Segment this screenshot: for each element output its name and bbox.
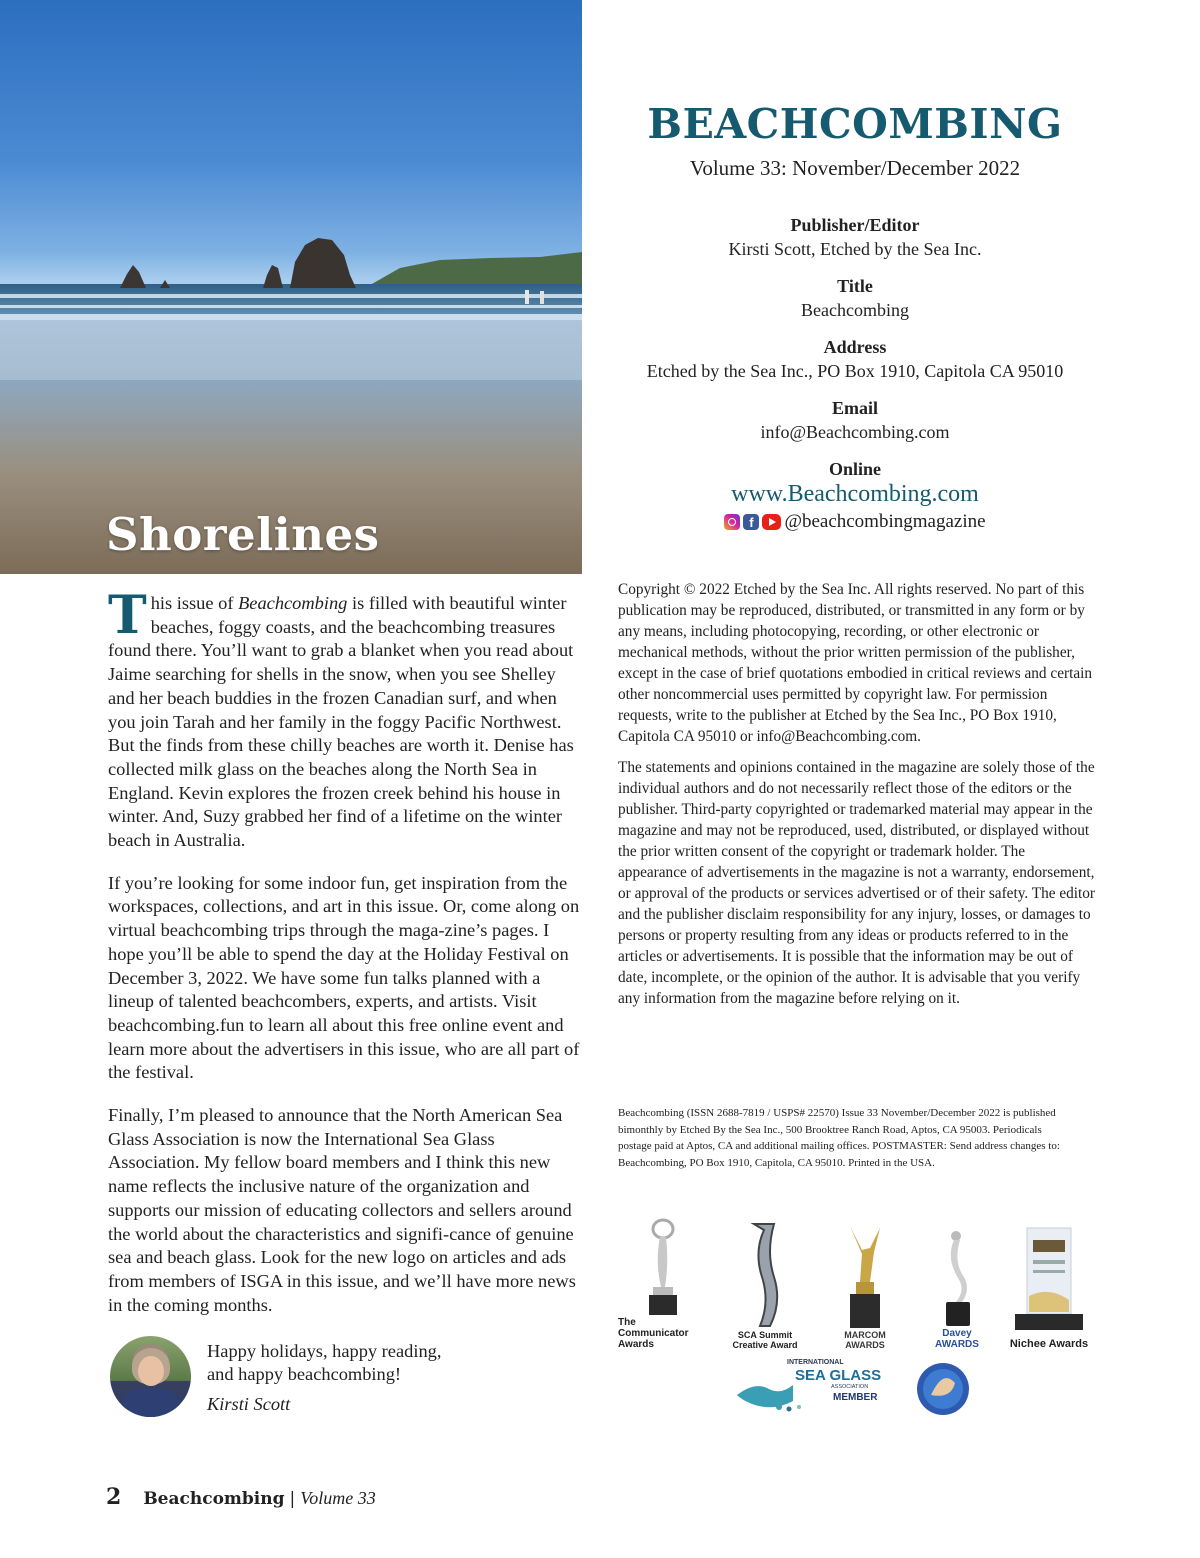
isga-main-text: SEA GLASS [795,1367,882,1384]
page-footer [106,1484,376,1510]
legal-notice [618,579,1096,1009]
facebook-icon[interactable]: f [743,514,759,530]
davey-award-trophy-icon [932,1228,982,1328]
masthead-online [610,459,1100,533]
isga-sub-text: ASSOCIATION [831,1384,869,1390]
membership-badges [735,1355,975,1420]
page-number: 2 [106,1484,122,1510]
haystack-rock [290,238,356,288]
email-link[interactable]: info@Beachcombing.com [760,422,950,442]
signoff-line: and happy beachcombing! [207,1364,402,1384]
section-title: Shorelines [106,508,380,561]
communicator-award-trophy-icon [633,1217,693,1317]
disclaimer-text: The statements and opinions contained in the magazine are solely those of the individual authors and do not necessarily reflect those of the editors or the publisher. Third-party copyrighted or trademarked material may appear in the magazine and may not be reproduced, used, distributed, or displayed without the prior written consent of the copyright or trademark holder. The appearance of advertisements in the magazine is not a warranty, endorsement, or approval of the products or services advertised or of their safety. The editor and the publisher disclaim responsibility for any injury, losses, or damages to persons or property resulting from any ideas or products referred to in the articles or advertisements. It is possible that the information may be out of date, incomplete, or the opinion of the author. It is advisable that you verify any information from the magazine before relying on it. [618,759,1096,1007]
summit-award [720,1222,810,1350]
letter-paragraph: If you’re looking for some indoor fun, get inspiration from the workspaces, collections, and art in this issue. Or, come along on virtual beachcombing trips through the maga-zine’s pages. I hope you’ll be able to spend the day at the Holiday Festival on December 3, 2022. We have some fun talks planned with a lineup of talented beachcombers, experts, and artists. Visit beachcombing.fun to learn all about this free online event and learn more about the advertisers in this issue, who are all part of the festival. [108,872,580,1083]
youtube-icon[interactable] [762,514,781,530]
masthead-value: Etched by the Sea Inc., PO Box 1910, Capitola CA 95010 [646,361,1064,381]
award-label: The Communicator Awards [618,1317,689,1350]
issue-volume: Volume 33: November/December 2022 [689,156,1021,180]
nichee-award [1004,1226,1094,1350]
masthead-label: Address [823,337,887,357]
award-label: SCA Summit Creative Award [732,1330,798,1350]
communicator-award [618,1217,708,1350]
isga-member-text: MEMBER [833,1392,878,1403]
award-label: MARCOM AWARDS [844,1330,886,1350]
copyright-text: Copyright © 2022 Etched by the Sea Inc. All rights reserved. No part of this publication may be reproduced, distributed, or transmitted in any form or by any means, including photocopying, recording, or other electronic or mechanical methods, without the prior written permission of the publisher, except in the case of brief quotations embodied in critical reviews and certain other noncommercial uses permitted by copyright law. For permission requests, write to the publisher at Etched by the Sea Inc., PO Box 1910, Capitola CA 95010 or info@Beachcombing.com. [618,581,1093,745]
letter-paragraph [108,585,586,853]
masthead-address [610,337,1100,382]
signoff-text [207,1340,441,1386]
masthead-value: Beachcombing [801,300,909,320]
signoff [110,1336,580,1418]
walker [525,290,529,304]
footer-magazine: Beachcombing [143,1489,285,1509]
masthead-value: Kirsti Scott, Etched by the Sea Inc. [728,239,982,259]
marcom-award-trophy-icon [840,1222,890,1330]
davey-award [922,1228,992,1350]
award-label: Davey AWARDS [935,1328,979,1350]
editors-letter [108,585,586,1336]
publication-fineprint: Beachcombing (ISSN 2688-7819 / USPS# 22570) Issue 33 November/December 2022 is published bimonthly by Etched By the Sea Inc., 500 Brooktree Ranch Road, Aptos, CA 95003. Periodicals postage paid at Aptos, CA and additional mailing offices. POSTMASTER: Send address changes to: Beachcombing, PO Box 1910, Capitola, CA 95010. Printed in the USA. [618,1107,1060,1169]
seal-badge [915,1361,971,1417]
nichee-award-plaque-icon [1009,1226,1089,1338]
signature: Kirsti Scott [207,1394,291,1414]
walker [540,291,544,304]
letter-text: his issue of [150,593,239,613]
ocean [0,284,582,314]
letter-paragraph: Finally, I’m pleased to announce that the North American Sea Glass Association is now the International Sea Glass Association. My fellow board members and I think this new name reflects the inclusive nature of the organization and supports our mission of educating collectors and sellers around the world about the characteristics and signifi-cance of genuine sea and beach glass. Look for the new logo on articles and ads from members of ISGA in this issue, and we’ll have more news in the coming months. [108,1105,576,1315]
magazine-name-italic: Beachcombing [238,593,348,613]
footer-separator: | [289,1489,296,1509]
marcom-award [830,1222,900,1350]
needle-rock [263,265,283,288]
masthead-label: Publisher/Editor [790,215,920,235]
editor-avatar [110,1336,191,1417]
distant-rock [120,265,146,288]
instagram-icon[interactable] [724,514,740,530]
drop-cap: T [108,585,147,646]
isga-member-logo [735,1355,885,1417]
beach-scene-illustration [0,0,582,574]
masthead-label: Online [828,459,881,479]
cover-photo [0,0,582,574]
social-handle[interactable]: @beachcombingmagazine [784,511,986,532]
footer-volume: Volume 33 [300,1488,376,1508]
masthead-label: Email [831,398,878,418]
award-label: Nichee Awards [1009,1338,1089,1350]
isga-top-text: INTERNATIONAL [787,1359,844,1366]
wave-icon [737,1385,793,1407]
website-link[interactable]: www.Beachcombing.com [731,481,979,507]
masthead [610,100,1100,533]
masthead-label: Title [837,276,873,296]
summit-award-trophy-icon [740,1222,790,1330]
letter-text: is filled with beautiful winter beaches, foggy coasts, and the beachcombing treasures found there. You’ll want to grab a blanket when you read about Jaime searching for shells in the snow, when you see Shelley and her beach buddies in the frozen Canadian surf, and when you join Tarah and her family in the foggy Pacific Northwest. But the finds from these chilly beaches are worth it. Denise has collected milk glass on the beaches along the North Sea in England. Kevin explores the frozen creek behind his house in winter. And, Suzy grabbed her find of a lifetime on the winter beach in Australia. [108,593,574,851]
magazine-title: BEACHCOMBING [647,100,1063,148]
masthead-title-block [610,276,1100,321]
masthead-publisher [610,215,1100,260]
signoff-line: Happy holidays, happy reading, [207,1341,442,1361]
social-row [610,511,1100,533]
masthead-email [610,398,1100,443]
awards-row [612,1200,1102,1350]
